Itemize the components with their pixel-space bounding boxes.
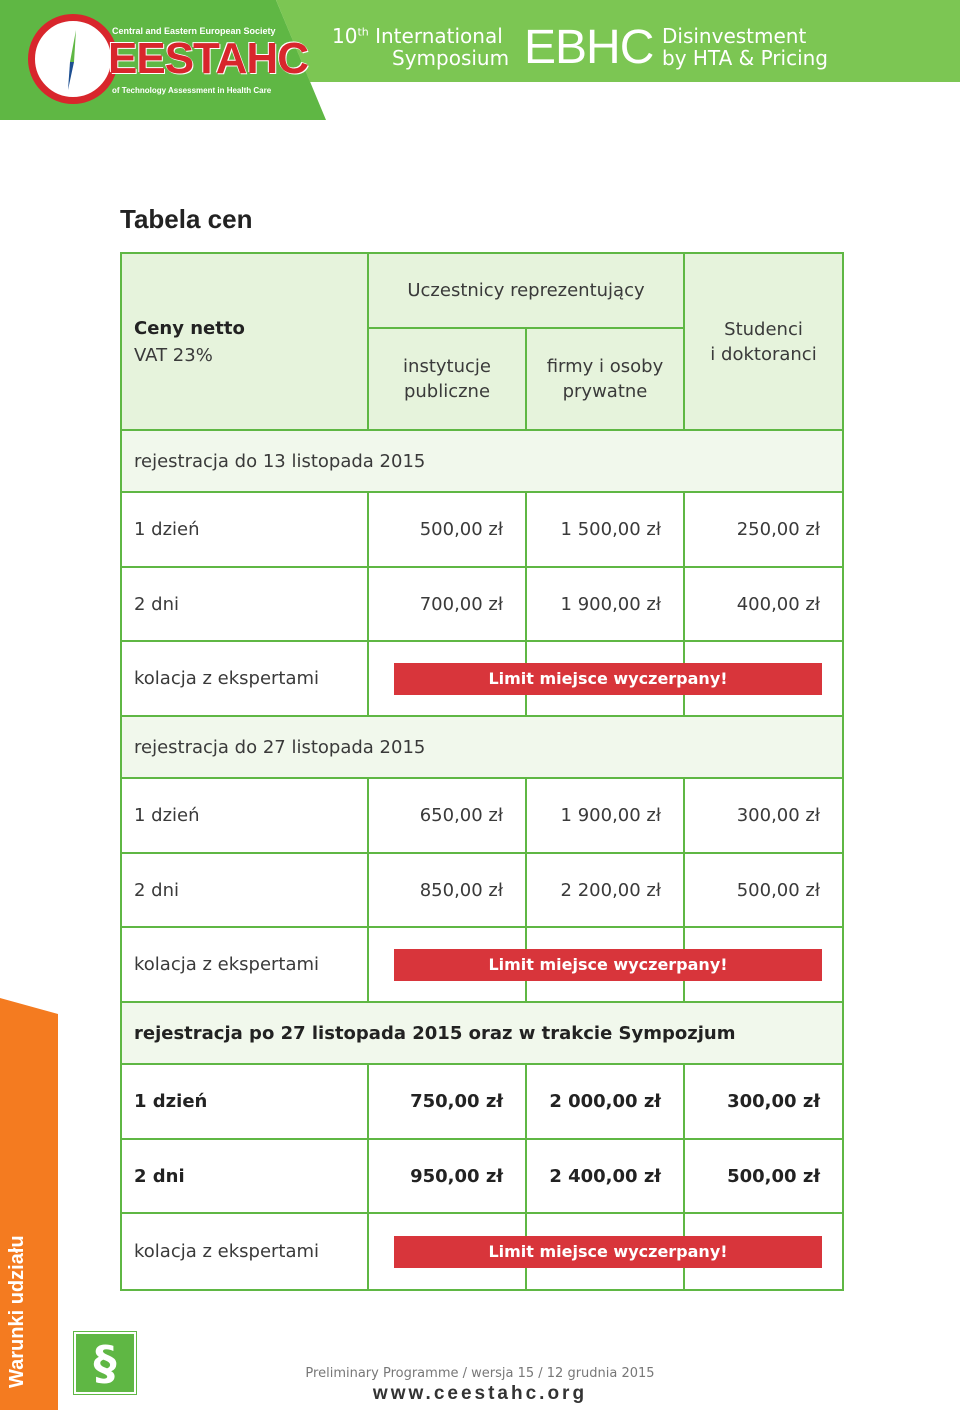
footer-url[interactable]: www.ceestahc.org [372, 1383, 588, 1404]
page-title: Tabela cen [120, 204, 253, 234]
page-header [0, 0, 960, 120]
table-row-dinner: kolacja z ekspertami Limit miejsce wyczerpany! [121, 927, 843, 1002]
column-header-public: instytucje publiczne [368, 328, 526, 430]
table-row: 2 dni 700,00 zł 1 900,00 zł 400,00 zł [121, 567, 843, 641]
logo-wordmark: EESTAHC [108, 34, 308, 83]
limit-reached-banner: Limit miejsce wyczerpany! [394, 663, 822, 695]
table-row-dinner: kolacja z ekspertami Limit miejsce wyczerpany! [121, 1213, 843, 1290]
footer-version: Preliminary Programme / wersja 15 / 12 grudnia 2015 [305, 1366, 655, 1381]
section-title: rejestracja do 27 listopada 2015 [121, 716, 843, 778]
table-row: 2 dni 850,00 zł 2 200,00 zł 500,00 zł [121, 853, 843, 927]
table-row: 2 dni 950,00 zł 2 400,00 zł 500,00 zł [121, 1139, 843, 1213]
logo-society-line: Central and Eastern European Society [112, 26, 276, 36]
table-row-dinner: kolacja z ekspertami Limit miejsce wyczerpany! [121, 641, 843, 716]
price-table [120, 252, 844, 1291]
symposium-acronym: EBHC [524, 21, 654, 74]
logo-subtitle-line: of Technology Assessment in Health Care [112, 86, 272, 95]
symposium-edition: 10th International [332, 24, 503, 48]
paragraph-glyph: § [93, 1336, 117, 1390]
limit-reached-banner: Limit miejsce wyczerpany! [394, 1236, 822, 1268]
symposium-label: Symposium [392, 46, 510, 70]
compass-needle-icon [66, 30, 78, 90]
table-corner-header: Ceny netto VAT 23% [121, 253, 368, 430]
symposium-theme-line1: Disinvestment [662, 24, 807, 48]
group-header-participants: Uczestnicy reprezentujący [368, 253, 684, 328]
section-title: rejestracja do 13 listopada 2015 [121, 430, 843, 492]
table-row: 1 dzień 750,00 zł 2 000,00 zł 300,00 zł [121, 1064, 843, 1139]
section-title: rejestracja po 27 listopada 2015 oraz w trakcie Sympozjum [121, 1002, 843, 1064]
side-tab-label: Warunki udziału [6, 1235, 28, 1388]
limit-reached-banner: Limit miejsce wyczerpany! [394, 949, 822, 981]
column-header-students: Studenci i doktoranci [684, 253, 843, 430]
symposium-theme-line2: by HTA & Pricing [662, 46, 828, 70]
table-row: 1 dzień 650,00 zł 1 900,00 zł 300,00 zł [121, 778, 843, 853]
column-header-private: firmy i osoby prywatne [526, 328, 684, 430]
table-row: 1 dzień 500,00 zł 1 500,00 zł 250,00 zł [121, 492, 843, 567]
